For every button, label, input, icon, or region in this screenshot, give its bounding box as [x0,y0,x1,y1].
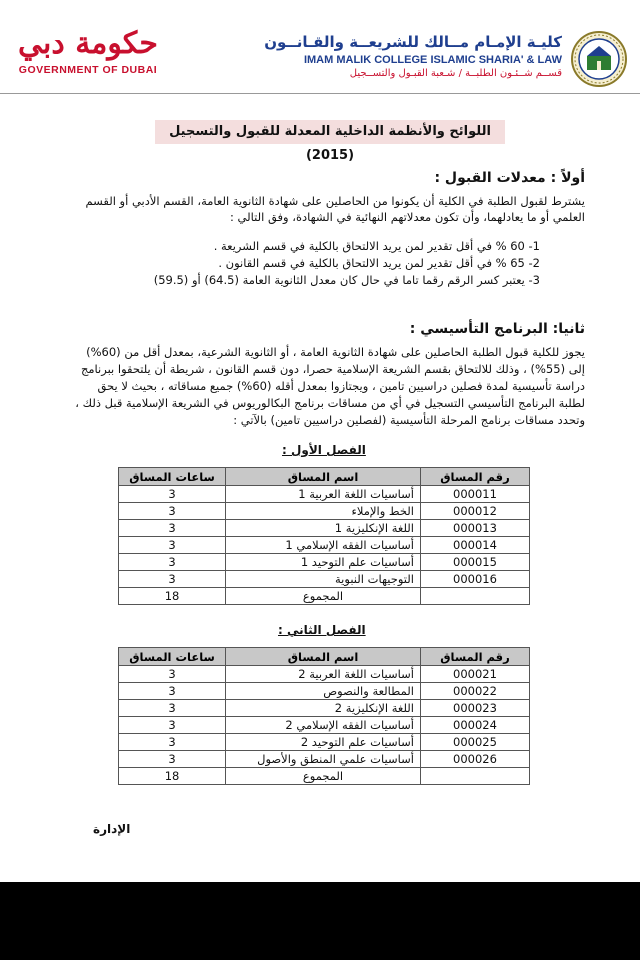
course-hours: 3 [119,537,226,554]
document-title: اللوائح والأنظمة الداخلية المعدلة للقبول والتسجيل (2015) [155,120,505,144]
table-header-row [119,468,530,486]
course-no: 000024 [420,717,529,734]
course-name: أساسيات الفقه الإسلامي 1 [226,537,421,554]
administration-signature: الإدارة [93,822,131,836]
course-no: 000015 [420,554,529,571]
course-hours: 3 [119,751,226,768]
section1-intro-line-1: يشترط لقبول الطلبة في الكلية أن يكونوا من الحاصلين على شهادة الثانوية العامة، القسم الأدبي أو القسم [85,194,585,208]
college-name-english: IMAM MALIK COLLEGE ISLAMIC SHARIA' & LAW [303,54,562,66]
course-no: 000022 [420,683,529,700]
course-no: 000013 [420,520,529,537]
course-name: أساسيات الفقه الإسلامي 2 [226,717,421,734]
table-header-row [119,648,530,666]
col-course-no: رقم المساق [420,468,529,486]
course-name: المطالعة والنصوص [226,683,421,700]
gov-logo-latin: GOVERNMENT OF DUBAI [18,64,158,76]
course-hours: 3 [119,571,226,588]
col-course-no: رقم المساق [420,648,529,666]
course-no: 000025 [420,734,529,751]
section2-line-3: دراسة تأسيسية لمدة فصلين دراسيين تامين ، ويجتازوا بمعدل أقله (60%) جميع مساقاته ، بحيث لا يحق [97,379,585,393]
section2-line-5: وتحدد مساقات برنامج المرحلة التأسيسية (لفصلين دراسيين تامين) بالآتي : [233,413,585,427]
total-row [119,588,530,605]
semester1-table [118,467,530,605]
college-seal-icon [570,30,628,88]
admission-rate-item-3: 3- يعتبر كسر الرقم رقما تاما في حال كان معدل الثانوية العامة (64.5) أو (59.5) [153,273,540,287]
course-name: أساسيات اللغة العربية 2 [226,666,421,683]
course-no: 000026 [420,751,529,768]
table-row [119,537,530,554]
course-hours: 3 [119,666,226,683]
government-of-dubai-logo [18,26,158,86]
table-row [119,520,530,537]
col-course-name: اسم المساق [226,648,421,666]
total-label: المجموع [226,768,421,785]
course-name: اللغة الإنكليزية 1 [226,520,421,537]
course-hours: 3 [119,554,226,571]
section2-heading: ثانيا: البرنامج التأسيسي : [409,321,585,337]
course-hours: 3 [119,717,226,734]
course-no: 000011 [420,486,529,503]
total-empty-cell [420,588,529,605]
table-row [119,503,530,520]
total-label: المجموع [226,588,421,605]
college-header [262,33,562,79]
gov-logo-arabic: حكومة دبي [18,26,158,61]
total-empty-cell [420,768,529,785]
total-hours: 18 [119,768,226,785]
department-name: قســم شــئـون الطلبــة / شـعبة القبـول والتســجيل [349,68,562,79]
total-row [119,768,530,785]
table-row [119,734,530,751]
table-row [119,700,530,717]
course-no: 000016 [420,571,529,588]
table-row [119,717,530,734]
semester1-title: الفصل الأول : [282,443,366,457]
col-course-hours: ساعات المساق [119,648,226,666]
course-name: الخط والإملاء [226,503,421,520]
course-name: أساسيات علم التوحيد 2 [226,734,421,751]
course-name: أساسيات علم التوحيد 1 [226,554,421,571]
section2-line-4: لطلبة البرنامج التأسيسي التسجيل في أي من مساقات برنامج البكالوريوس في الشريعة الإسلامية قبل ذلك ، [75,396,585,410]
course-hours: 3 [119,683,226,700]
header-divider [0,93,640,94]
course-hours: 3 [119,486,226,503]
course-name: اللغة الإنكليزية 2 [226,700,421,717]
course-hours: 3 [119,700,226,717]
course-no: 000023 [420,700,529,717]
col-course-name: اسم المساق [226,468,421,486]
course-name: التوجيهات النبوية [226,571,421,588]
course-name: أساسيات علمي المنطق والأصول [226,751,421,768]
table-row [119,683,530,700]
section1-heading: أولاً : معدلات القبول : [434,170,585,186]
section2-line-1: يجوز للكلية قبول الطلبة الحاصلين على شهادة الثانوية العامة ، أو الثانوية الشرعية، بمعدل أقل من (60%) [86,345,585,359]
course-hours: 3 [119,734,226,751]
table-row [119,486,530,503]
table-row [119,571,530,588]
table-row [119,666,530,683]
college-name-arabic: كليـة الإمـام مــالك للشريعــة والقـانــون [264,33,562,51]
section1-intro-line-2: العلمي أو ما يعادلهما، وأن تكون معدلاتهم النهائية في الشهادة، وفق التالي : [230,210,585,224]
admission-rate-item-1: 1- 60 % في أقل تقدير لمن يريد الالتحاق بالكلية في قسم الشريعة . [213,239,540,253]
course-no: 000021 [420,666,529,683]
total-hours: 18 [119,588,226,605]
table-row [119,554,530,571]
course-hours: 3 [119,503,226,520]
course-name: أساسيات اللغة العربية 1 [226,486,421,503]
table-row [119,751,530,768]
semester2-title: الفصل الثاني : [278,623,366,637]
course-no: 000014 [420,537,529,554]
course-hours: 3 [119,520,226,537]
semester2-table [118,647,530,785]
section2-line-2: إلى (55%) ، وذلك للالتحاق بقسم الشريعة الإسلامية حصرا، دون قسم القانون ، شريطة أن يلتحقوا ببرنامج [80,362,585,376]
col-course-hours: ساعات المساق [119,468,226,486]
course-no: 000012 [420,503,529,520]
admission-rate-item-2: 2- 65 % في أقل تقدير لمن يريد الالتحاق بالكلية في قسم القانون . [218,256,540,270]
